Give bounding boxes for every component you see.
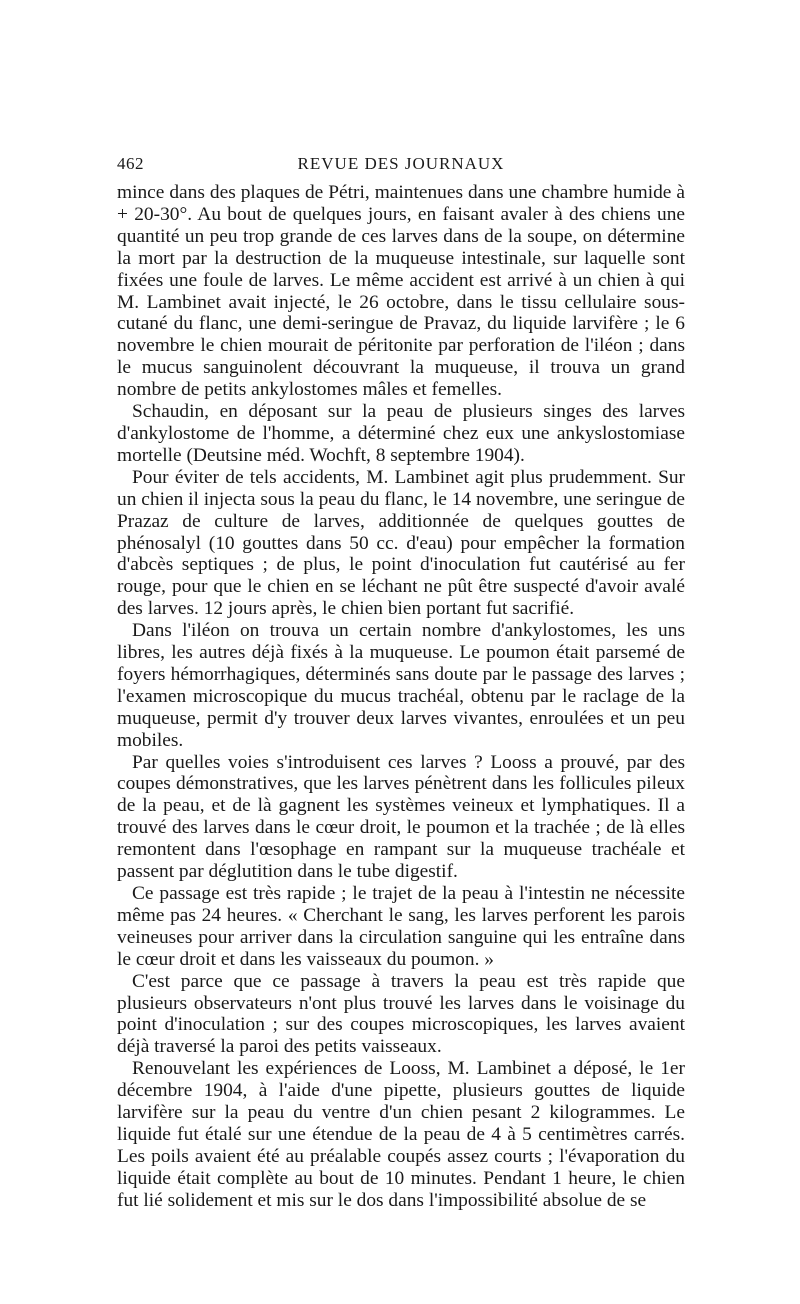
paragraph-continuation: mince dans des plaques de Pétri, maintenues dans une chambre humide à + 20-30°. Au bout de quelques jours, en faisant avaler à des chiens une quantité un peu trop grande de ces larves dans de la soupe, on détermine la mort par la destruction de la muqueuse intestinale, sur laquelle sont fixées une foule de larves. Le même accident est arrivé à un chien à qui M. Lambinet avait injecté, le 26 octobre, dans le tissu cellulaire sous-cutané du flanc, une demi-seringue de Pravaz, du liquide larvifère ; le 6 novembre le chien mourait de péritonite par perforation de l'iléon ; dans le mucus sanguinolent découvrant la muqueuse, il trouva un grand nombre de petits ankylostomes mâles et femelles. (117, 182, 685, 401)
page-number: 462 (117, 154, 144, 173)
paragraph-entry-routes: Par quelles voies s'introduisent ces larves ? Looss a prouvé, par des coupes démonstratives, que les larves pénètrent dans les follicules pileux de la peau, et de là gagnent les systèmes veineux et lymphatiques. Il a trouvé des larves dans le cœur droit, le poumon et la trachée ; de là elles remontent dans l'œsophage en rampant sur la muqueuse trachéale et passent par déglutition dans le tube digestif. (117, 751, 685, 883)
paragraph-passage-speed: Ce passage est très rapide ; le trajet de la peau à l'intestin ne nécessite même pas 24 heures. « Cherchant le sang, les larves perforent les parois veineuses pour arriver dans la circulation sanguine qui les entraîne dans le cœur droit et dans les vaisseaux du poumon. » (117, 883, 685, 970)
paragraph-renewed-experiments: Renouvelant les expériences de Looss, M. Lambinet a déposé, le 1er décembre 1904, à l'aide d'une pipette, plusieurs gouttes de liquide larvifère sur la peau du ventre d'un chien pesant 2 kilogrammes. Le liquide fut étalé sur une étendue de la peau de 4 à 5 centimètres carrés. Les poils avaient été au préalable coupés assez courts ; l'évaporation du liquide était complète au bout de 10 minutes. Pendant 1 heure, le chien fut lié solidement et mis sur le dos dans l'impossibilité absolue de se (117, 1058, 685, 1211)
paragraph-ileon-findings: Dans l'iléon on trouva un certain nombre d'ankylostomes, les uns libres, les autres déjà fixés à la muqueuse. Le poumon était parsemé de foyers hémorrhagiques, déterminés sans doute par le passage des larves ; l'examen microscopique du mucus trachéal, obtenu par le raclage de la muqueuse, permit d'y trouver deux larves vivantes, enroulées et un peu mobiles. (117, 620, 685, 751)
journal-page (117, 150, 685, 1212)
journal-title: REVUE DES JOURNAUX (297, 154, 505, 173)
paragraph-observers: C'est parce que ce passage à travers la peau est très rapide que plusieurs observateurs n'ont plus trouvé les larves dans le voisinage du point d'inoculation ; sur des coupes microscopiques, les larves avaient déjà traversé la paroi des petits vaisseaux. (117, 970, 685, 1058)
article-body (117, 182, 685, 1212)
running-head (117, 150, 685, 176)
paragraph-prudent-injection: Pour éviter de tels accidents, M. Lambinet agit plus prudemment. Sur un chien il injecta sous la peau du flanc, le 14 novembre, une seringue de Prazaz de culture de larves, additionnée de quelques gouttes de phénosalyl (10 gouttes dans 50 cc. d'eau) pour empêcher la formation d'abcès septiques ; de plus, le point d'inoculation fut cautérisé au fer rouge, pour que le chien en se léchant ne pût être suspecté d'avoir avalé des larves. 12 jours après, le chien bien portant fut sacrifié. (117, 466, 685, 620)
paragraph-schaudin: Schaudin, en déposant sur la peau de plusieurs singes des larves d'ankylostome de l'homme, a déterminé chez eux une ankyslostomiase mortelle (Deutsine méd. Wochft, 8 septembre 1904). (117, 401, 685, 466)
